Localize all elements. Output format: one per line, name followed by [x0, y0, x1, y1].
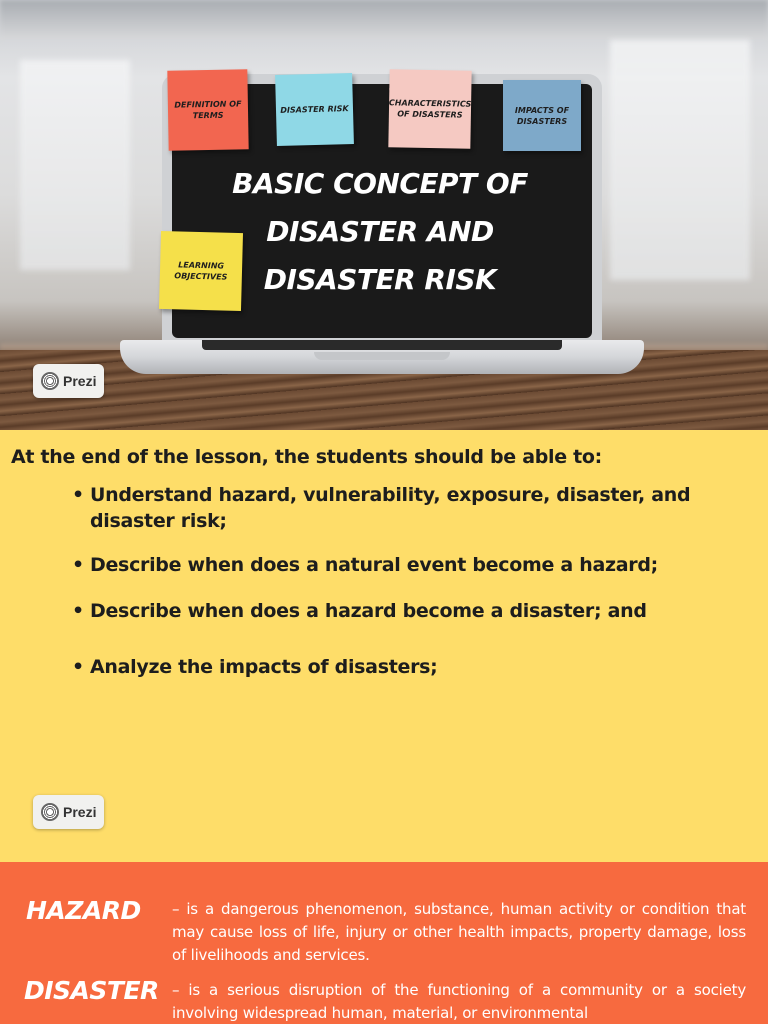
- objectives-list: [72, 482, 732, 680]
- objectives-intro: At the end of the lesson, the students should be able to:: [11, 446, 602, 468]
- background-window-left: [20, 60, 130, 270]
- note-label: IMPACTS OF DISASTERS: [514, 105, 570, 126]
- prezi-logo-icon: [41, 372, 59, 390]
- objectives-slide: [0, 430, 768, 862]
- sticky-note-characteristics[interactable]: [388, 69, 471, 148]
- note-label: CHARACTERISTICS OF DISASTERS: [388, 98, 472, 120]
- definition-hazard: – is a dangerous phenomenon, substance, human activity or condition that may cause loss of life, injury or other health impacts, property damage, loss of livelihoods and services.: [172, 900, 746, 964]
- note-label: LEARNING OBJECTIVES: [174, 260, 228, 282]
- objective-item: • Understand hazard, vulnerability, exposure, disaster, and disaster risk;: [72, 482, 732, 534]
- sticky-note-impacts[interactable]: [503, 80, 581, 151]
- prezi-label: Prezi: [63, 373, 97, 389]
- background-ceiling: [0, 0, 768, 40]
- definitions-slide: [0, 862, 768, 1024]
- objective-item: • Analyze the impacts of disasters;: [72, 654, 732, 680]
- title-line-2: DISASTER AND: [266, 215, 494, 248]
- background-window-right: [610, 40, 750, 280]
- laptop-notch: [314, 352, 450, 360]
- prezi-badge[interactable]: [33, 795, 104, 829]
- prezi-label: Prezi: [63, 804, 97, 820]
- title-line-3: DISASTER RISK: [263, 263, 497, 296]
- sticky-note-disaster-risk[interactable]: [275, 73, 354, 146]
- prezi-logo-icon: [41, 803, 59, 821]
- sticky-note-learning-objectives[interactable]: [159, 231, 243, 311]
- laptop-hinge: [202, 340, 562, 350]
- term-disaster: DISASTER: [24, 976, 159, 1005]
- objective-item: • Describe when does a hazard become a disaster; and: [72, 598, 732, 624]
- presentation-title: [220, 160, 540, 304]
- prezi-badge[interactable]: [33, 364, 104, 398]
- note-label: DEFINITION OF TERMS: [174, 99, 242, 121]
- objective-item: • Describe when does a natural event become a hazard;: [72, 552, 732, 578]
- note-label: DISASTER RISK: [280, 104, 349, 115]
- sticky-note-definition-of-terms[interactable]: [167, 69, 248, 150]
- definition-disaster: – is a serious disruption of the functioning of a community or a society involving widespread human, material, or environmental: [172, 981, 746, 1022]
- title-line-1: BASIC CONCEPT OF: [232, 167, 528, 200]
- term-hazard: HAZARD: [26, 896, 141, 925]
- title-slide: [0, 0, 768, 430]
